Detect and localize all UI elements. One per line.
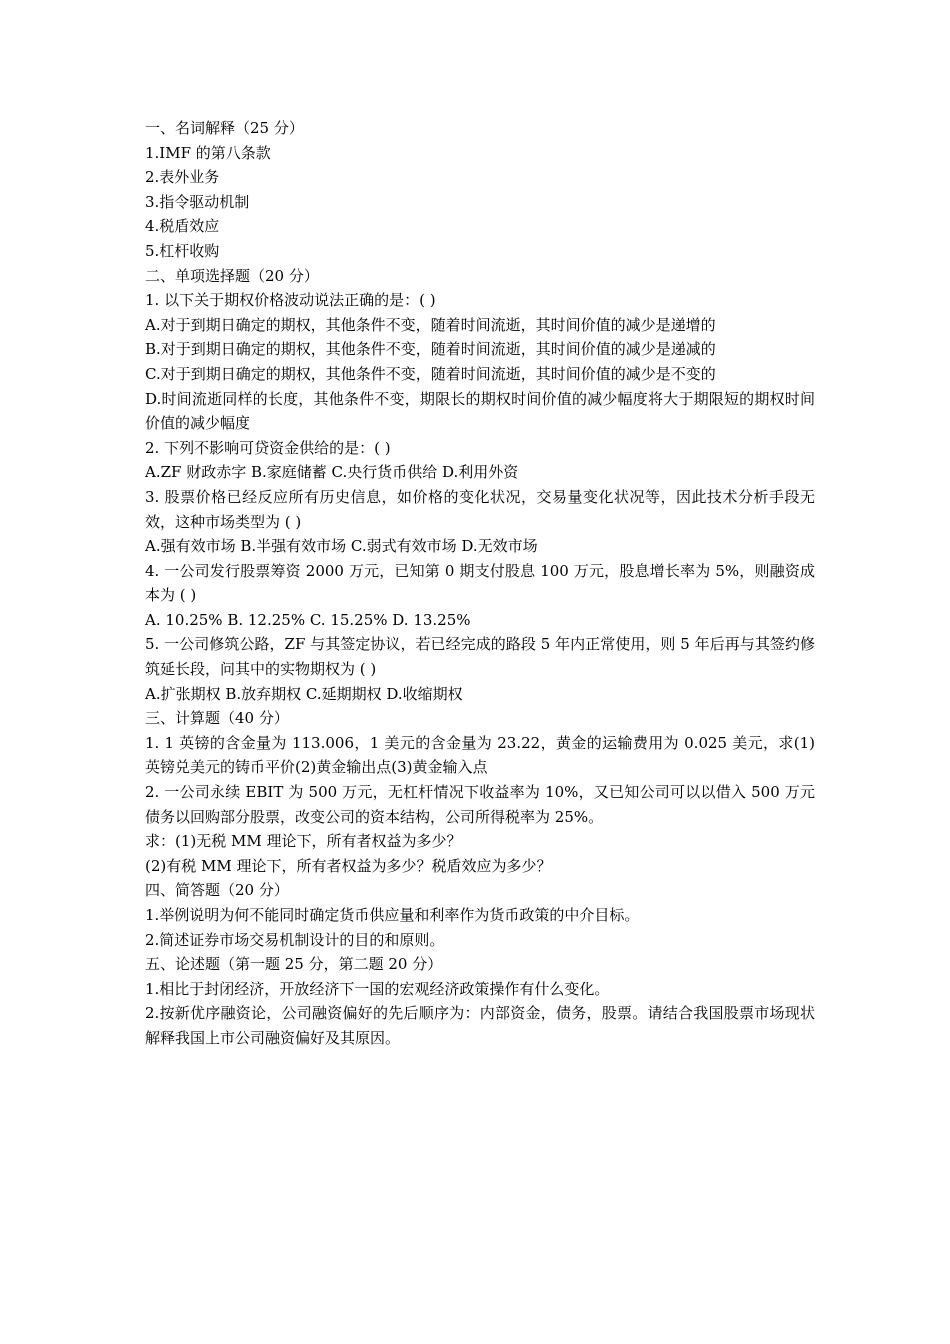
calc-question-2-part-1: 求：(1)无税 MM 理论下，所有者权益为多少？: [145, 832, 462, 851]
term-item-2: 2.表外业务: [145, 168, 220, 187]
choice-option-1c: C.对于到期日确定的期权，其他条件不变，随着时间流逝，其时间价值的减少是不变的: [145, 364, 716, 383]
choice-question-4: 4. 一公司发行股票筹资 2000 万元，已知第 0 期支付股息 100 万元，股息增长率为 5%，则融资成本为 ( ): [145, 561, 815, 605]
choice-question-3: 3. 股票价格已经反应所有历史信息，如价格的变化状况，交易量变化状况等，因此技术分析手段无效，这种市场类型为 ( ): [145, 487, 815, 531]
choice-options-3: A.强有效市场 B.半强有效市场 C.弱式有效市场 D.无效市场: [145, 537, 538, 556]
choice-options-5: A.扩张期权 B.放弃期权 C.延期期权 D.收缩期权: [145, 684, 463, 703]
term-item-3: 3.指令驱动机制: [145, 192, 250, 211]
essay-question-2: 2.按新优序融资论，公司融资偏好的先后顺序为：内部资金，债务，股票。请结合我国股票市场现状解释我国上市公司融资偏好及其原因。: [145, 1004, 815, 1047]
section-heading-2: 二、单项选择题（20 分）: [145, 266, 319, 285]
exam-document: [145, 116, 815, 1051]
essay-question-1: 1.相比于封闭经济，开放经济下一国的宏观经济政策操作有什么变化。: [145, 979, 610, 998]
choice-question-2: 2. 下列不影响可贷资金供给的是：( ): [145, 438, 391, 457]
choice-question-1: 1. 以下关于期权价格波动说法正确的是：( ): [145, 291, 436, 310]
choice-option-1a: A.对于到期日确定的期权，其他条件不变，随着时间流逝，其时间价值的减少是递增的: [145, 315, 716, 334]
choice-options-2: A.ZF 财政赤字 B.家庭储蓄 C.央行货币供给 D.利用外资: [145, 463, 519, 482]
section-heading-5: 五、论述题（第一题 25 分，第二题 20 分）: [145, 955, 443, 974]
calc-question-2-part-2: (2)有税 MM 理论下，所有者权益为多少？税盾效应为多少？: [145, 856, 552, 875]
calc-question-2: 2. 一公司永续 EBIT 为 500 万元，无杠杆情况下收益率为 10%，又已知公司可以以借入 500 万元债务以回购部分股票，改变公司的资本结构，公司所得税率为 25%。: [145, 783, 815, 826]
section-heading-1: 一、名词解释（25 分）: [145, 119, 304, 137]
term-item-4: 4.税盾效应: [145, 217, 220, 236]
term-item-1: 1.IMF 的第八条款: [145, 143, 271, 162]
section-heading-3: 三、计算题（40 分）: [145, 709, 289, 728]
term-item-5: 5.杠杆收购: [145, 241, 220, 260]
choice-question-5: 5. 一公司修筑公路，ZF 与其签定协议，若已经完成的路段 5 年内正常使用，则 5 年后再与其签约修筑延长段，问其中的实物期权为 ( ): [145, 635, 815, 679]
calc-question-1: 1. 1 英镑的含金量为 113.006，1 美元的含金量为 23.22，黄金的运输费用为 0.025 美元，求(1)英镑兑美元的铸币平价(2)黄金输出点(3)黄金输入点: [145, 733, 815, 777]
section-heading-4: 四、简答题（20 分）: [145, 881, 289, 900]
choice-options-4: A. 10.25% B. 12.25% C. 15.25% D. 13.25%: [145, 610, 471, 629]
choice-option-1b: B.对于到期日确定的期权，其他条件不变，随着时间流逝，其时间价值的减少是递减的: [145, 340, 716, 359]
short-answer-2: 2.简述证券市场交易机制设计的目的和原则。: [145, 930, 445, 949]
choice-option-1d: D.时间流逝同样的长度，其他条件不变，期限长的期权时间价值的减少幅度将大于期限短的期权时间价值的减少幅度: [145, 389, 815, 433]
short-answer-1: 1.举例说明为何不能同时确定货币供应量和利率作为货币政策的中介目标。: [145, 906, 640, 924]
